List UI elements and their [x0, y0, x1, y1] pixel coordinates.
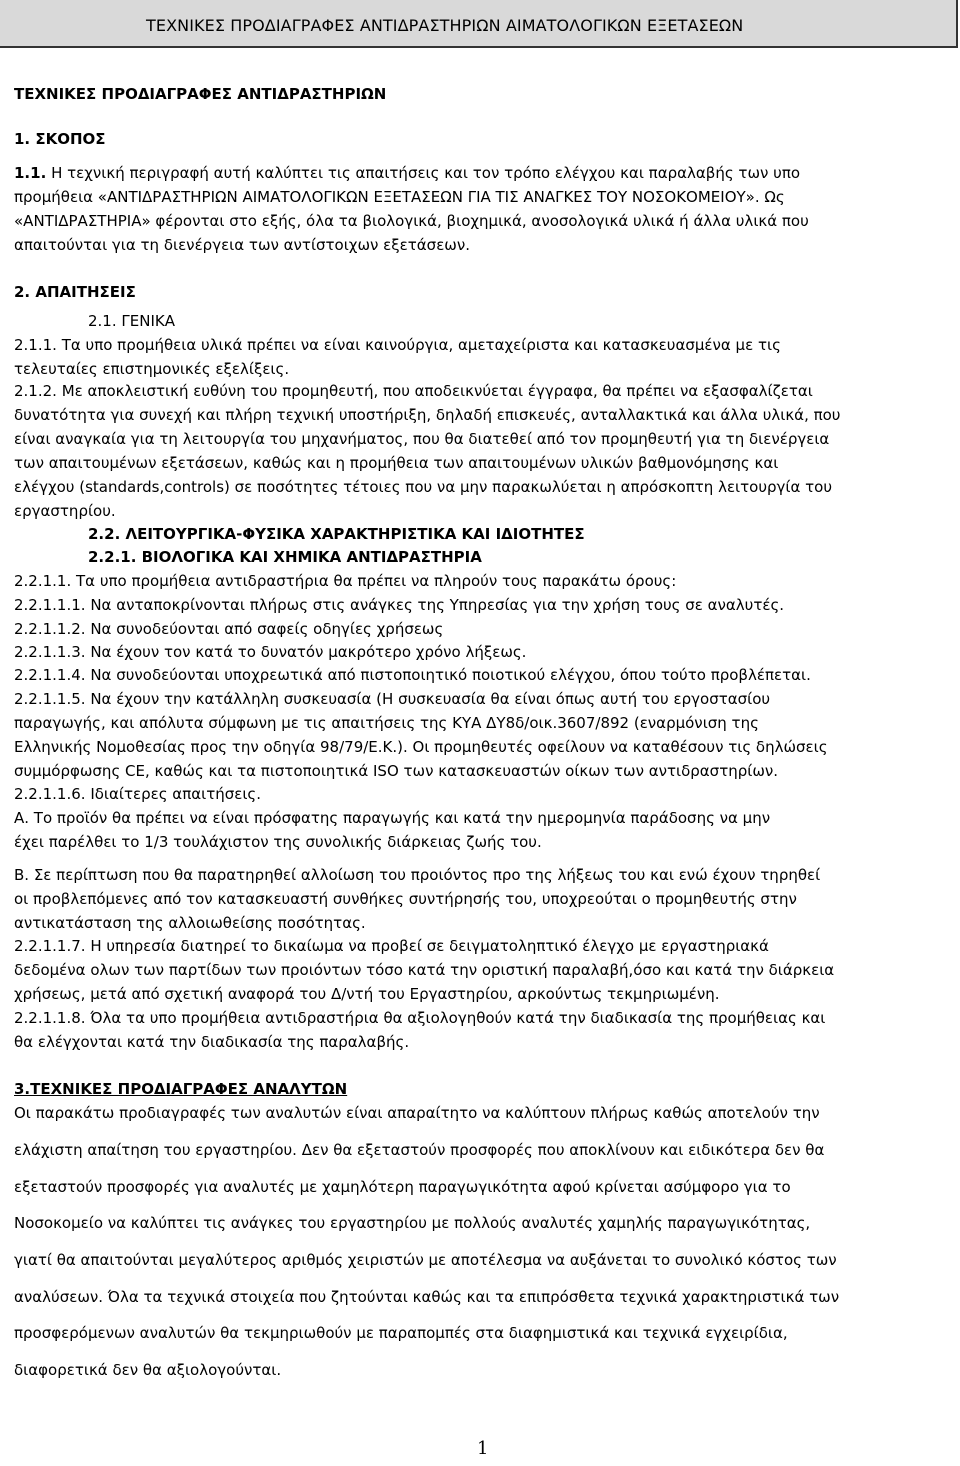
paragraph-b-line: 2.2.1.1.7. Η υπηρεσία διατηρεί το δικαίωμα να προβεί σε δειγματοληπτικό έλεγχο με εργαστηριακά: [14, 937, 769, 955]
paragraph-b-line: χρήσεως, μετά από σχετική αναφορά του Δ/ντή του Εργαστηρίου, αρκούντως τεκμηριωμένη.: [14, 985, 720, 1003]
subsection-2-2-heading: 2.2. ΛΕΙΤΟΥΡΓΙΚΑ-ΦΥΣΙΚΑ ΧΑΡΑΚΤΗΡΙΣΤΙΚΑ ΚΑΙ ΙΔΙΟΤΗΤΕΣ: [88, 525, 585, 543]
paragraph-2-1-2-line: εργαστηρίου.: [14, 502, 116, 520]
paragraph-1-1-line: προμήθεια «ΑΝΤΙΔΡΑΣΤΗΡΙΩΝ ΑΙΜΑΤΟΛΟΓΙΚΩΝ ΕΞΕΤΑΣΕΩΝ ΓΙΑ ΤΙΣ ΑΝΑΓΚΕΣ ΤΟΥ ΝΟΣΟΚΟΜΕΙΟΥ». Ως: [14, 188, 785, 206]
paragraph-3-line: διαφορετικά δεν θα αξιολογούνται.: [14, 1361, 282, 1379]
paragraph-2-1-2-line: δυνατότητα για συνεχή και πλήρη τεχνική υποστήριξη, δηλαδή επισκευές, ανταλλακτικά και άλλα υλικά, που: [14, 406, 841, 424]
page-number: 1: [477, 1438, 489, 1459]
paragraph-1-1-line: απαιτούνται για τη διενέργεια των αντίστοιχων εξετάσεων.: [14, 236, 471, 254]
list-item-line: 2.2.1.1. Τα υπο προμήθεια αντιδραστήρια θα πρέπει να πληρούν τους παρακάτω όρους:: [14, 572, 677, 590]
list-item-line: 2.2.1.1.2. Να συνοδεύονται από σαφείς οδηγίες χρήσεως: [14, 620, 444, 638]
document-title: ΤΕΧΝΙΚΕΣ ΠΡΟΔΙΑΓΡΑΦΕΣ ΑΝΤΙΔΡΑΣΤΗΡΙΩΝ: [14, 85, 387, 103]
paragraph-1-1-line: 1.1. Η τεχνική περιγραφή αυτή καλύπτει τις απαιτήσεις και τον τρόπο ελέγχου και παραλαβής των υπο: [14, 164, 801, 182]
paragraph-b-line: δεδομένα ολων των παρτίδων των προιόντων τόσο κατά την οριστική παραλαβή,όσο και κατά την διάρκεια: [14, 961, 835, 979]
paragraph-b-line: Β. Σε περίπτωση που θα παρατηρηθεί αλλοίωση του προιόντος προ της λήξεως του και ενώ έχουν τηρηθεί: [14, 866, 821, 884]
list-item-line: 2.2.1.1.5. Να έχουν την κατάλληλη συσκευασία (Η συσκευασία θα είναι όπως αυτή του εργοστασίου: [14, 690, 771, 708]
paragraph-b-line: θα ελέγχονται κατά την διαδικασία της παραλαβής.: [14, 1033, 410, 1051]
list-item-line: παραγωγής, και απόλυτα σύμφωνη με τις απαιτήσεις της ΚΥΑ ΔΥ8δ/οικ.3607/892 (εναρμόνιση της: [14, 714, 759, 732]
paragraph-3-line: αναλύσεων. Όλα τα τεχνικά στοιχεία που ζητούνται καθώς και τα επιπρόσθετα τεχνικά χαρακτηριστικά των: [14, 1288, 840, 1306]
paragraph-b-line: οι προβλεπόμενες από τον κατασκευαστή συνθήκες συντήρησής του, υποχρεούται ο προμηθευτής στην: [14, 890, 797, 908]
paragraph-b-line: αντικατάσταση της αλλοιωθείσης ποσότητας.: [14, 914, 366, 932]
paragraph-3-line: προσφερόμενων αναλυτών θα τεκμηριωθούν με παραπομπές στα διαφημιστικά και τεχνικά εγχειρίδια,: [14, 1324, 788, 1342]
paragraph-2-1-2-line: των απαιτουμένων εξετάσεων, καθώς και η προμήθεια των απαιτουμένων υλικών βαθμονόμησης και: [14, 454, 779, 472]
paragraph-b-line: 2.2.1.1.8. Όλα τα υπο προμήθεια αντιδραστήρια θα αξιολογηθούν κατά την διαδικασία της προμήθειας και: [14, 1009, 826, 1027]
paragraph-3-line: ελάχιστη απαίτηση του εργαστηρίου. Δεν θα εξεταστούν προσφορές που αποκλίνουν και ειδικότερα δεν θα: [14, 1141, 825, 1159]
paragraph-2-1-2-line: 2.1.2. Με αποκλειστική ευθύνη του προμηθευτή, που αποδεικνύεται έγγραφα, θα πρέπει να εξασφαλίζεται: [14, 382, 813, 400]
running-header: [0, 0, 958, 48]
paragraph-3-line: Οι παρακάτω προδιαγραφές των αναλυτών είναι απαραίτητο να καλύπτουν πλήρως καθώς αποτελούν την: [14, 1104, 820, 1122]
subsection-2-1-heading: 2.1. ΓΕΝΙΚΑ: [88, 312, 175, 330]
paragraph-3-line: εξεταστούν προσφορές για αναλυτές με χαμηλότερη παραγωγικότητα αφού κρίνεται ασύμφορο για το: [14, 1178, 791, 1196]
paragraph-2-1-1-line: 2.1.1. Τα υπο προμήθεια υλικά πρέπει να είναι καινούργια, αμεταχείριστα και κατασκευασμένα με τις: [14, 336, 781, 354]
section-2-heading: 2. ΑΠΑΙΤΗΣΕΙΣ: [14, 283, 136, 301]
list-item-line: Ελληνικής Νομοθεσίας προς την οδηγία 98/79/Ε.Κ.). Οι προμηθευτές οφείλουν να καταθέσουν τις δηλώσεις: [14, 738, 828, 756]
list-item-line: Α. Το προϊόν θα πρέπει να είναι πρόσφατης παραγωγής και κατά την ημερομηνία παράδοσης να μην: [14, 809, 771, 827]
running-header-title: ΤΕΧΝΙΚΕΣ ΠΡΟΔΙΑΓΡΑΦΕΣ ΑΝΤΙΔΡΑΣΤΗΡΙΩΝ ΑΙΜΑΤΟΛΟΓΙΚΩΝ ΕΞΕΤΑΣΕΩΝ: [146, 16, 744, 35]
list-item-line: 2.2.1.1.1. Να ανταποκρίνονται πλήρως στις ανάγκες της Υπηρεσίας για την χρήση τους σε αναλυτές.: [14, 596, 785, 614]
list-item-line: 2.2.1.1.3. Να έχουν τον κατά το δυνατόν μακρότερο χρόνο λήξεως.: [14, 643, 527, 661]
list-item-line: 2.2.1.1.6. Ιδιαίτερες απαιτήσεις.: [14, 785, 261, 803]
paragraph-2-1-1-line: τελευταίες επιστημονικές εξελίξεις.: [14, 360, 290, 378]
list-item-line: 2.2.1.1.4. Να συνοδεύονται υποχρεωτικά από πιστοποιητικό ποιοτικού ελέγχου, όπου τούτο προβλέπεται.: [14, 666, 811, 684]
paragraph-3-line: γιατί θα απαιτούνται μεγαλύτερος αριθμός χειριστών με αποτέλεσμα να αυξάνεται το συνολικό κόστος των: [14, 1251, 837, 1269]
paragraph-1-1-line: «ΑΝΤΙΔΡΑΣΤΗΡΙΑ» φέρονται στο εξής, όλα τα βιολογικά, βιοχημικά, ανοσολογικά υλικά ή άλλα υλικά που: [14, 212, 809, 230]
list-item-line: συμμόρφωσης CE, καθώς και τα πιστοποιητικά ISO των κατασκευαστών οίκων των αντιδραστηρίων.: [14, 762, 779, 780]
paragraph-2-1-2-line: είναι αναγκαία για τη λειτουργία του μηχανήματος, που θα διατεθεί από τον προμηθευτή για τη διενέργεια: [14, 430, 830, 448]
paragraph-2-1-2-line: ελέγχου (standards,controls) σε ποσότητες τέτοιες που να μην παρακωλύεται η απρόσκοπτη λειτουργία του: [14, 478, 833, 496]
section-3-heading: 3.ΤΕΧΝΙΚΕΣ ΠΡΟΔΙΑΓΡΑΦΕΣ ΑΝΑΛΥΤΩΝ: [14, 1080, 348, 1098]
section-1-heading: 1. ΣΚΟΠΟΣ: [14, 130, 106, 148]
subsection-2-2-1-heading: 2.2.1. ΒΙΟΛΟΓΙΚΑ ΚΑΙ ΧΗΜΙΚΑ ΑΝΤΙΔΡΑΣΤΗΡΙΑ: [88, 548, 482, 566]
paragraph-3-line: Νοσοκομείο να καλύπτει τις ανάγκες του εργαστηρίου με πολλούς αναλυτές χαμηλής παραγωγικότητας,: [14, 1214, 811, 1232]
list-item-line: έχει παρέλθει το 1/3 τουλάχιστον της συνολικής διάρκειας ζωής του.: [14, 833, 542, 851]
